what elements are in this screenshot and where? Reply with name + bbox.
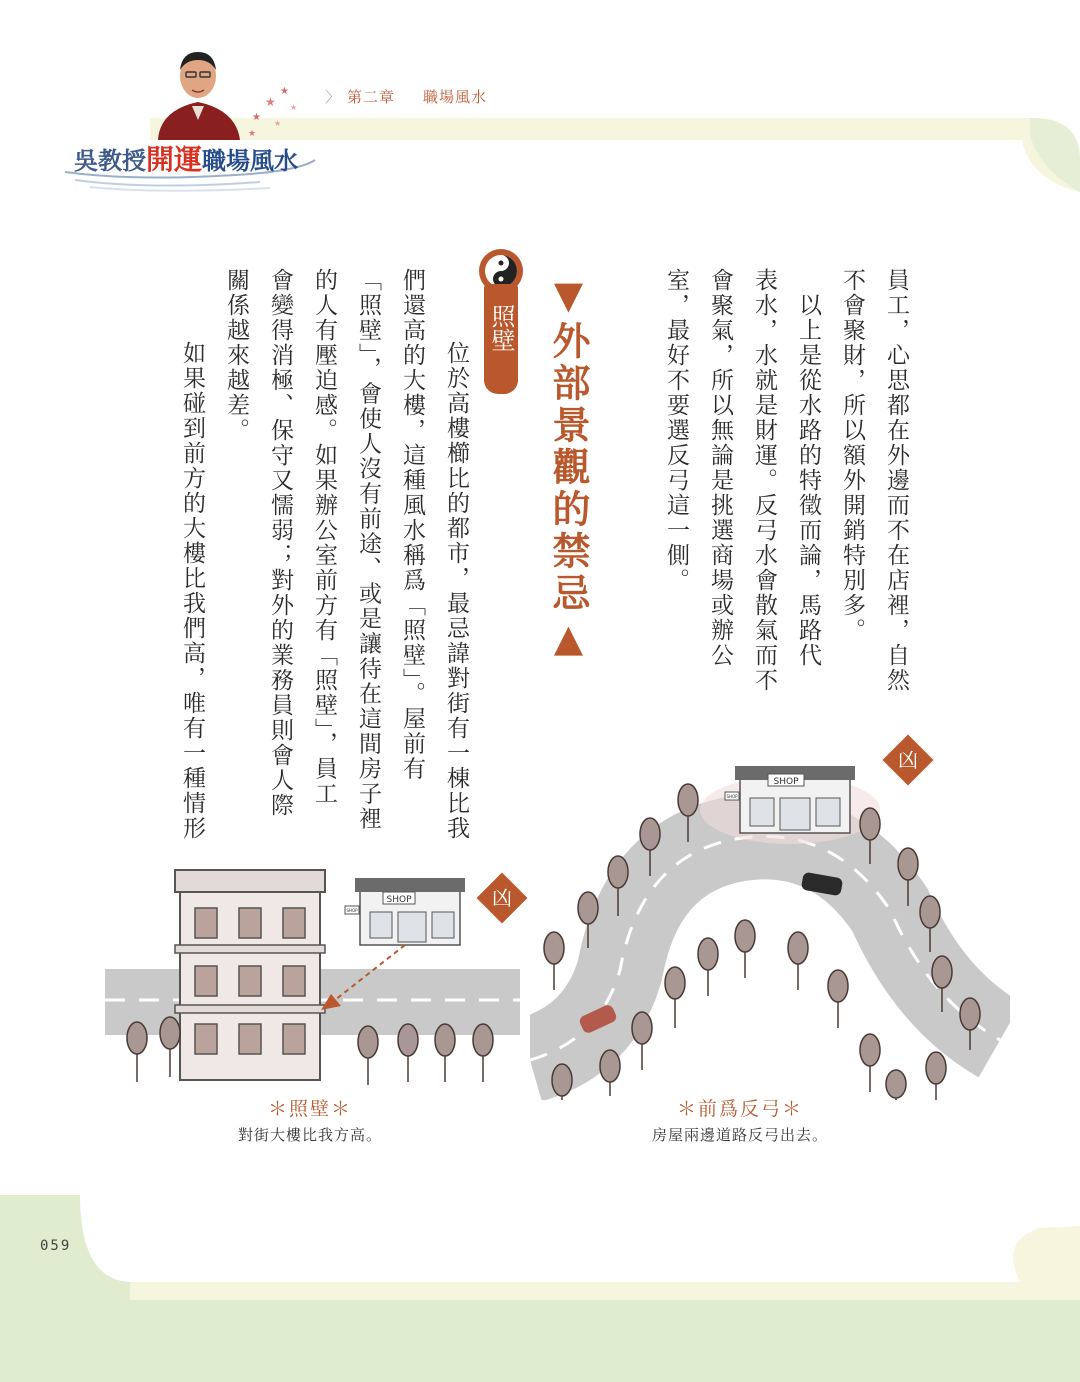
book-title (74, 138, 298, 178)
author-portrait (148, 40, 248, 140)
figure-title: ＊前爲反弓＊ (676, 1098, 803, 1120)
shop-sign-label: SHOP (773, 777, 799, 787)
illustration-fangong (530, 740, 1010, 1100)
badge-label: 凶 (898, 748, 918, 772)
svg-text:★: ★ (248, 129, 257, 139)
body-column: 會變得消極、保守又懦弱；對外的業務員則會人際 (267, 268, 293, 818)
page-number: 059 (40, 1238, 72, 1254)
inauspicious-badge (477, 873, 528, 924)
svg-text:★: ★ (252, 112, 261, 123)
book-title-left: 吳教授 (74, 146, 146, 175)
body-column: 位於高樓櫛比的都市，最忌諱對街有一棟比我 (443, 316, 469, 841)
chapter-breadcrumb (325, 86, 487, 107)
chapter-label: 第二章 (347, 88, 396, 106)
illustration-zhaobi (105, 860, 525, 1090)
shop-side-label: SHOP (726, 794, 738, 799)
book-title-mid: 開運 (146, 143, 203, 176)
topic-tag-label: 照壁 (487, 304, 515, 352)
topic-tag (484, 284, 518, 394)
body-column: 室，最好不要選反弓這一側。 (663, 268, 689, 593)
body-column: 們還高的大樓，這種風水稱爲「照壁」。屋前有 (399, 268, 425, 782)
section-label: 職場風水 (423, 88, 488, 106)
svg-text:★: ★ (274, 119, 282, 128)
body-column: 的人有壓迫感。如果辦公室前方有「照壁」，員工 (311, 268, 337, 807)
body-column: 關係越來越差。 (223, 268, 249, 443)
breadcrumb-arrow: 〉 (325, 88, 342, 106)
body-column: 「照壁」，會使人沒有前途、或是讓待在這間房子裡 (355, 268, 381, 832)
body-column: 會聚氣，所以無論是挑選商場或辦公 (707, 268, 733, 668)
body-column: 如果碰到前方的大樓比我們高，唯有一種情形 (179, 316, 205, 841)
figure-caption: 對街大樓比我方高。 (237, 1126, 382, 1144)
svg-text:★: ★ (265, 95, 276, 109)
body-column: 表水，水就是財運。反弓水會散氣而不 (751, 268, 777, 693)
book-title-right: 職場風水 (202, 146, 299, 175)
svg-text:★: ★ (290, 103, 298, 112)
body-column: 以上是從水路的特徵而論，馬路代 (795, 268, 821, 668)
shop-side-label: SHOP (346, 908, 358, 913)
svg-text:★: ★ (280, 86, 289, 97)
shop-sign-label: SHOP (386, 895, 412, 905)
figure-caption: 房屋兩邊道路反弓出去。 (651, 1126, 828, 1144)
inauspicious-badge (883, 735, 934, 786)
figure-title: ＊照壁＊ (267, 1098, 352, 1120)
body-column: 員工，心思都在外邊而不在店裡，自然 (883, 268, 909, 693)
section-heading: ▼外部景觀的禁忌▲ (546, 272, 591, 664)
badge-label: 凶 (492, 886, 512, 910)
body-column: 不會聚財，所以額外開銷特別多。 (839, 268, 865, 643)
